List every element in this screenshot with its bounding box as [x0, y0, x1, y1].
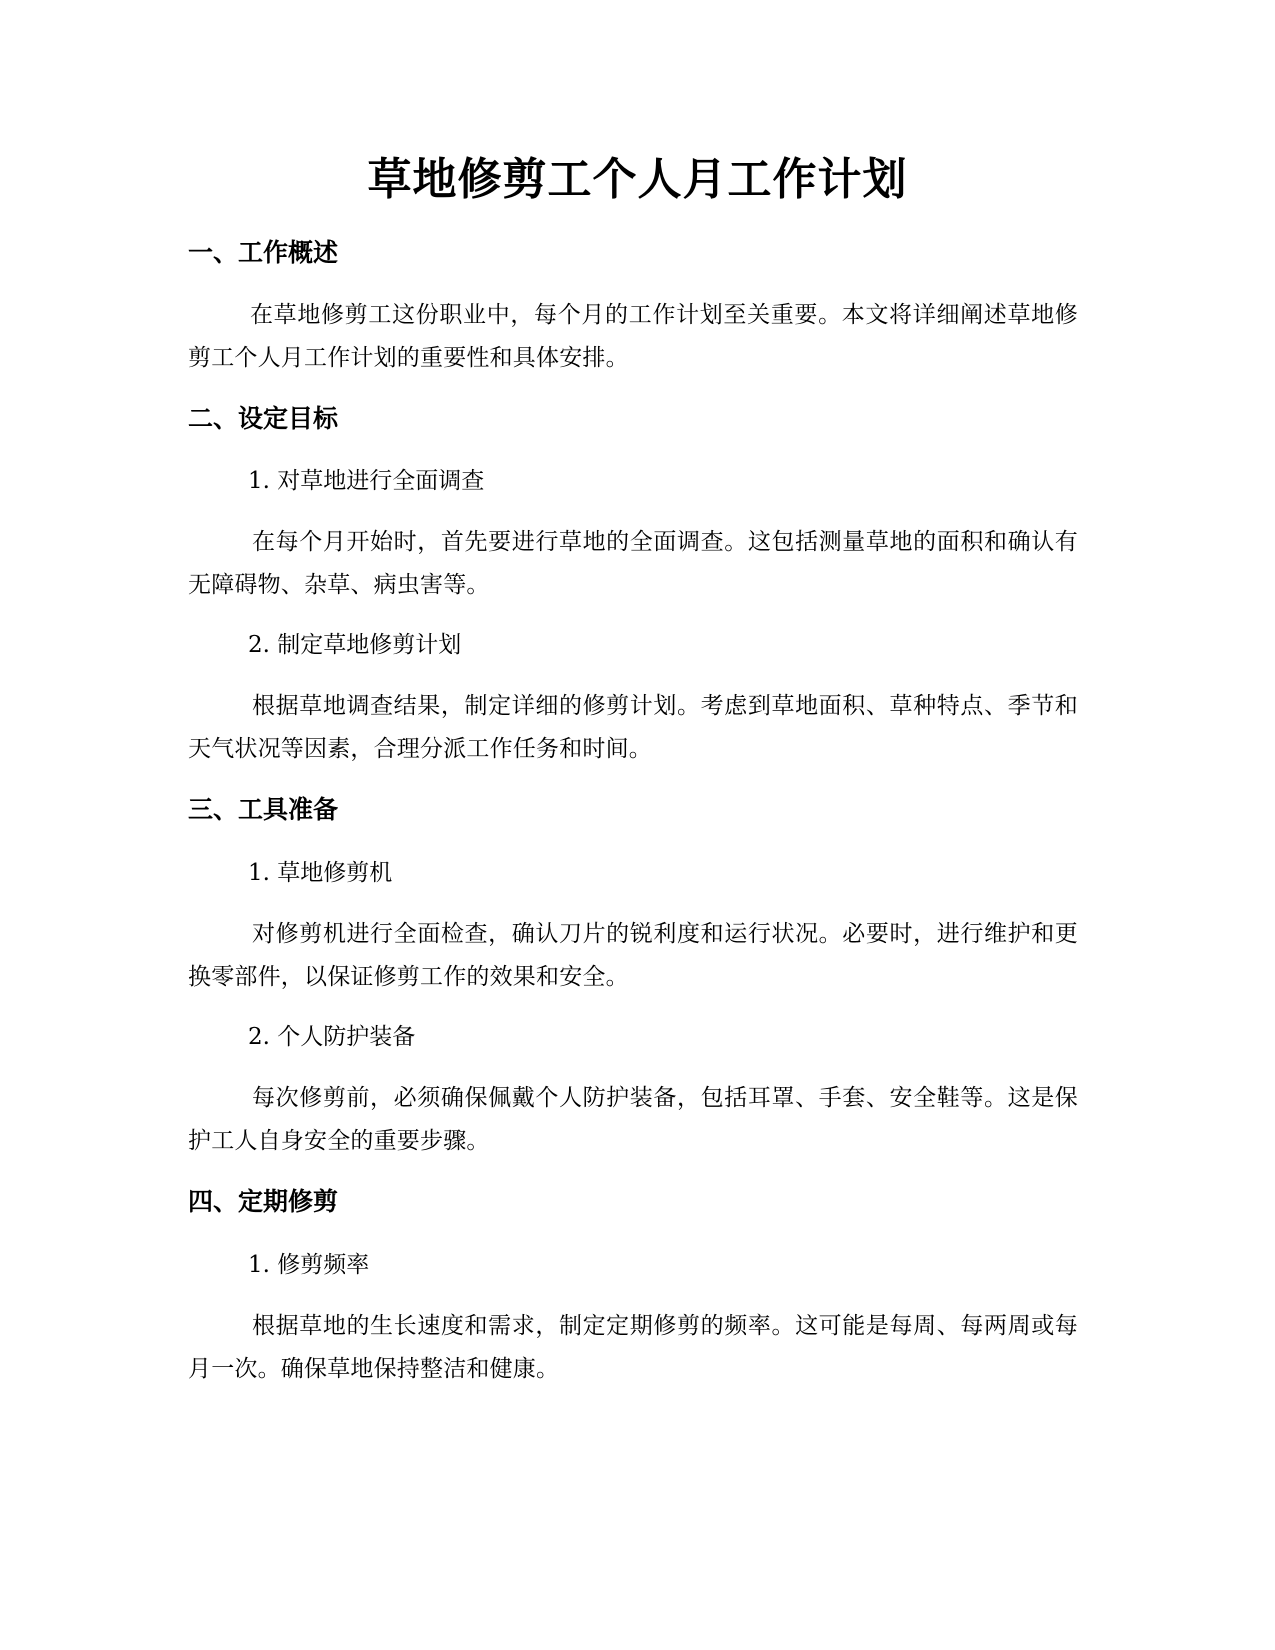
tools-item-1-label: 1. 草地修剪机	[248, 860, 393, 886]
tools-item-1-paragraph: 对修剪机进行全面检查，确认刀片的锐利度和运行状况。必要时，进行维护和更换零部件，以保证修剪工作的效果和安全。	[188, 921, 1078, 990]
trimming-item-1-paragraph: 根据草地的生长速度和需求，制定定期修剪的频率。这可能是每周、每两周或每月一次。确保草地保持整洁和健康。	[188, 1313, 1078, 1382]
section-overview-paragraph: 在草地修剪工这份职业中，每个月的工作计划至关重要。本文将详细阐述草地修剪工个人月工作计划的重要性和具体安排。	[188, 302, 1078, 371]
section-heading-tools: 三、工具准备	[188, 795, 339, 824]
tools-item-2-paragraph: 每次修剪前，必须确保佩戴个人防护装备，包括耳罩、手套、安全鞋等。这是保护工人自身安全的重要步骤。	[188, 1085, 1078, 1154]
tools-item-2-label: 2. 个人防护装备	[248, 1024, 416, 1050]
trimming-item-1-label: 1. 修剪频率	[248, 1252, 370, 1278]
goals-item-1-label: 1. 对草地进行全面调查	[248, 468, 485, 494]
section-heading-goals: 二、设定目标	[188, 404, 339, 433]
section-heading-regular-trimming: 四、定期修剪	[188, 1187, 339, 1216]
goals-item-1-paragraph: 在每个月开始时，首先要进行草地的全面调查。这包括测量草地的面积和确认有无障碍物、杂草、病虫害等。	[188, 529, 1078, 598]
section-heading-overview: 一、工作概述	[188, 238, 339, 267]
document-title: 草地修剪工个人月工作计划	[367, 154, 908, 205]
goals-item-2-label: 2. 制定草地修剪计划	[248, 632, 462, 658]
goals-item-2-paragraph: 根据草地调查结果，制定详细的修剪计划。考虑到草地面积、草种特点、季节和天气状况等因素，合理分派工作任务和时间。	[188, 693, 1078, 762]
